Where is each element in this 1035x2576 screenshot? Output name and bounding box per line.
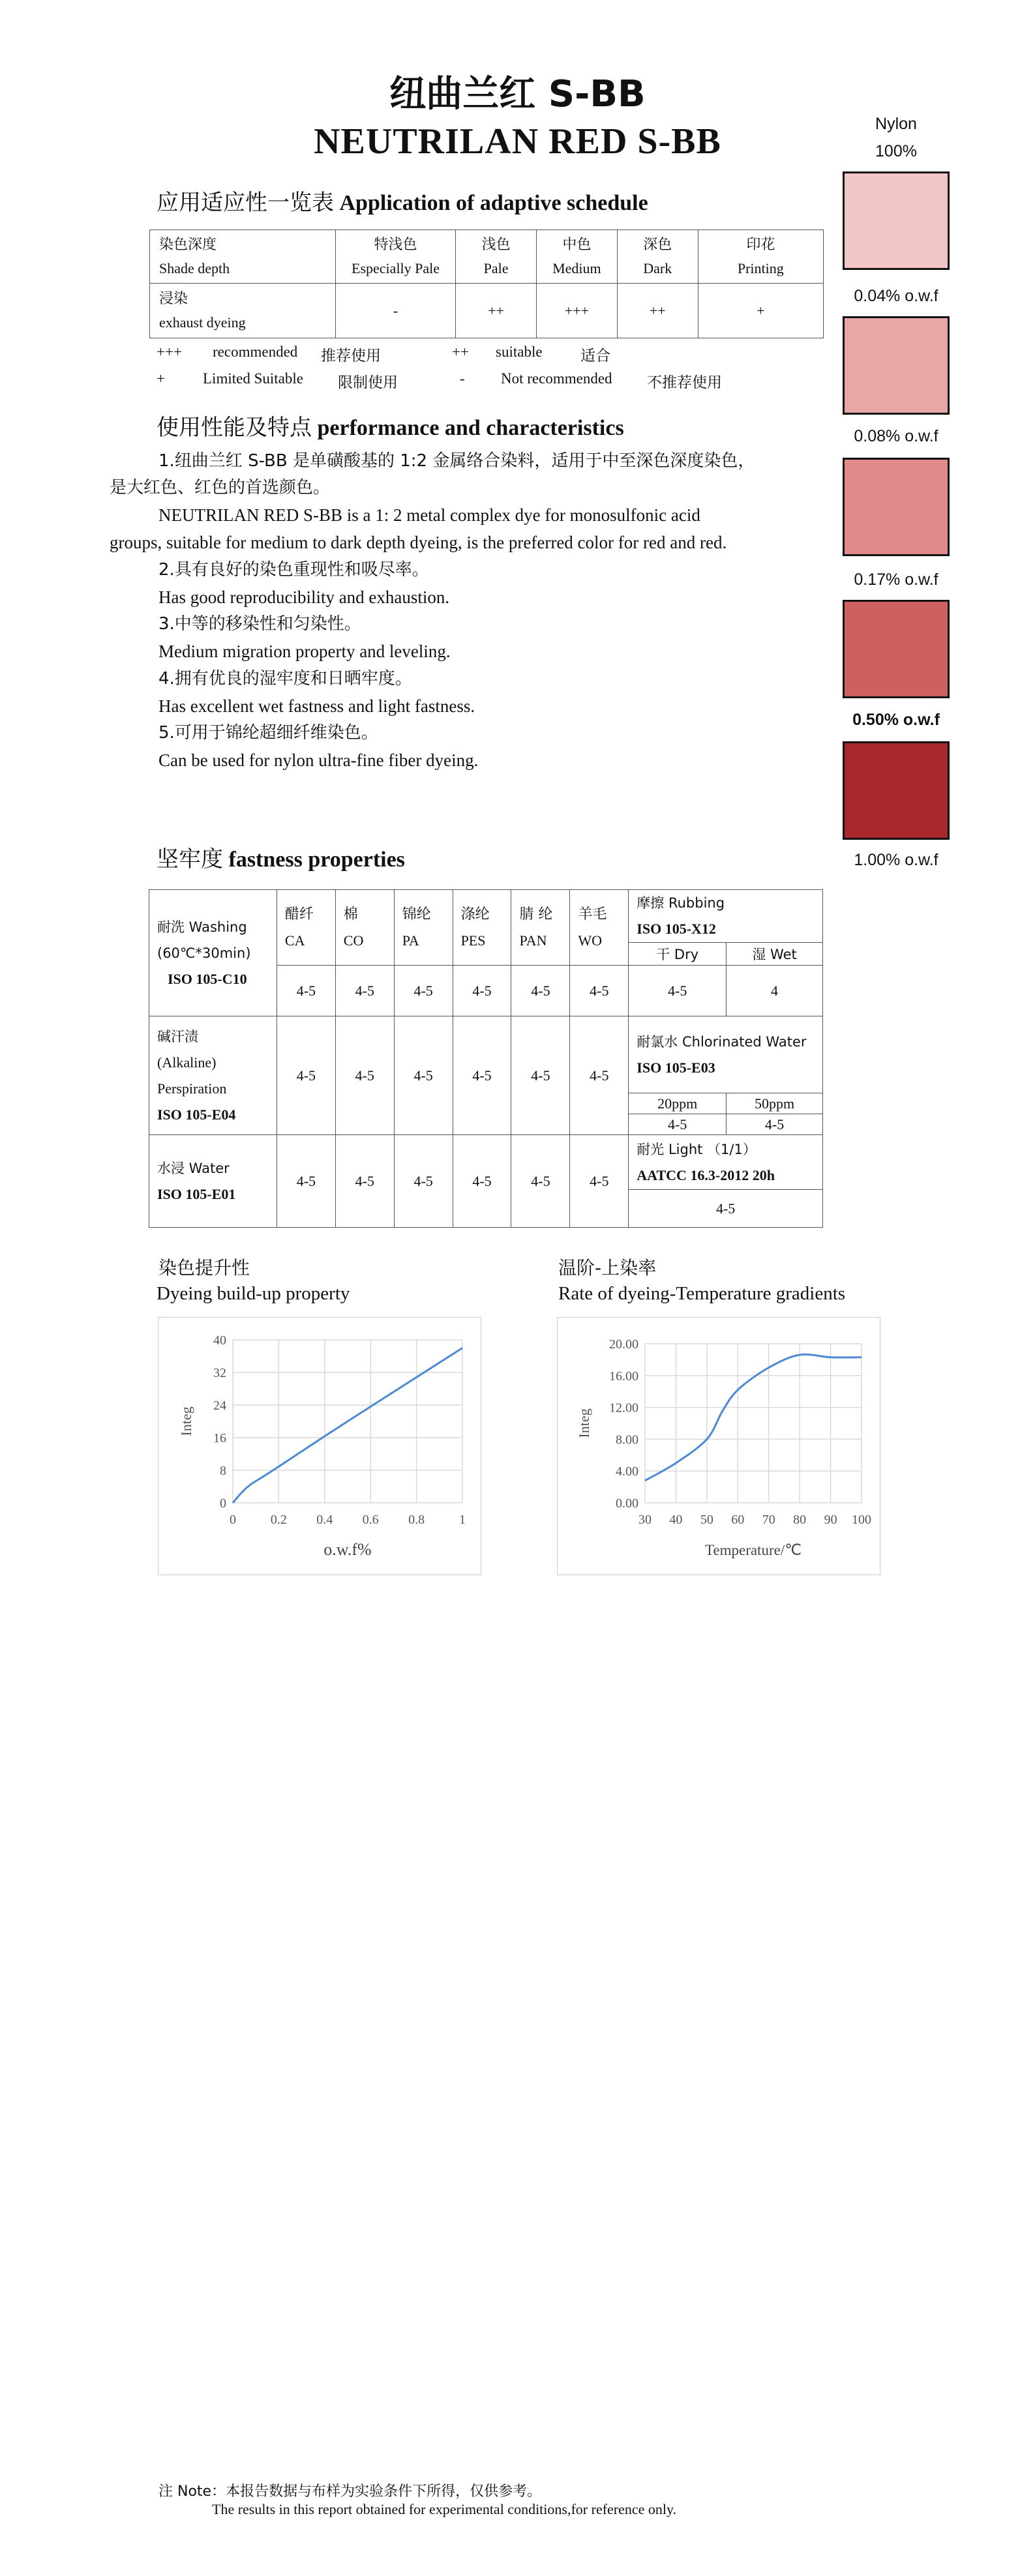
buildup-title-en: Dyeing build-up property [157, 1283, 350, 1304]
water-pes: 4-5 [453, 1135, 511, 1228]
fastness-heading-en: fastness properties [228, 848, 405, 872]
chlorinated-label: 耐氯水 Chlorinated Water ISO 105-E03 [629, 1016, 823, 1093]
water-wo: 4-5 [570, 1135, 629, 1228]
chlorinated-50ppm-label: 50ppm [727, 1093, 823, 1114]
p4-en: Has excellent wet fastness and light fastness. [158, 696, 475, 716]
exhaust-dyeing-label: 浸染 exhaust dyeing [150, 284, 336, 338]
x-axis-title: Temperature/℃ [704, 1542, 802, 1558]
rubbing-wet-value: 4 [727, 966, 823, 1016]
fastness-heading-cn: 坚牢度 [157, 846, 223, 872]
p3-cn: 3.中等的移染性和匀染性。 [158, 614, 361, 634]
swatch-label-0-08: 0.08% o.w.f [854, 427, 938, 445]
x-tick-label: 0.4 [316, 1513, 333, 1527]
swatch-header-percent: 100% [875, 142, 917, 160]
perspiration-pa: 4-5 [394, 1016, 453, 1135]
value-dark: ++ [617, 284, 698, 338]
washing-pan: 4-5 [511, 966, 570, 1016]
chlorinated-20ppm-label: 20ppm [629, 1093, 727, 1114]
y-tick-label: 0 [220, 1496, 226, 1511]
footnote-cn: 注 Note：本报告数据与布样为实验条件下所得，仅供参考。 [158, 2483, 542, 2500]
fiber-wo: 羊毛 WO [570, 890, 629, 966]
water-pan: 4-5 [511, 1135, 570, 1228]
y-tick-label: 24 [213, 1399, 226, 1413]
exhaust-dyeing-row [150, 284, 824, 338]
swatch-0-04 [843, 171, 950, 270]
water-label: 水浸 Water ISO 105-E01 [149, 1135, 277, 1228]
especially-pale-cell: 特浅色 Especially Pale [335, 230, 455, 284]
value-printing: + [698, 284, 823, 338]
series-line [233, 1348, 462, 1503]
y-axis-title: Integ [576, 1408, 592, 1438]
rubbing-dry-value: 4-5 [629, 966, 727, 1016]
x-tick-label: 0.6 [362, 1513, 379, 1527]
value-medium: +++ [536, 284, 617, 338]
p2-en: Has good reproducibility and exhaustion. [158, 587, 450, 607]
chlorinated-50ppm-value: 4-5 [727, 1114, 823, 1135]
x-tick-label: 30 [638, 1513, 652, 1527]
application-heading-cn: 应用适应性一览表 [157, 190, 334, 216]
rubbing-dry-label: 干 Dry [629, 943, 727, 966]
fiber-pes: 涤纶 PES [453, 890, 511, 966]
application-table [149, 229, 824, 338]
perspiration-pes: 4-5 [453, 1016, 511, 1135]
washing-label: 耐洗 Washing (60℃*30min) ISO 105-C10 [149, 890, 277, 1016]
y-tick-label: 4.00 [616, 1464, 638, 1479]
swatch-header-nylon: Nylon [875, 115, 917, 133]
performance-heading [157, 409, 624, 441]
y-tick-label: 32 [213, 1366, 226, 1380]
x-tick-label: 60 [731, 1513, 745, 1527]
p1-cn-line-1: 1.纽曲兰红 S-BB 是单磺酸基的 1:2 金属络合染料，适用于中至深色深度染色， [158, 451, 755, 471]
swatch-0-50 [843, 600, 950, 698]
printing-cell: 印花 Printing [698, 230, 823, 284]
chlorinated-20ppm-value: 4-5 [629, 1114, 727, 1135]
perspiration-co: 4-5 [335, 1016, 394, 1135]
dark-cell: 深色 Dark [617, 230, 698, 284]
performance-heading-cn: 使用性能及特点 [157, 415, 312, 441]
legend-line-2: + Limited Suitable 限制使用 - Not recommended 不推荐使用 [157, 370, 722, 391]
fastness-table [149, 889, 823, 1228]
title-chinese: 纽曲兰红 S-BB [389, 73, 646, 115]
performance-heading-en: performance and characteristics [317, 416, 624, 440]
p4-cn: 4.拥有优良的湿牢度和日晒牢度。 [158, 669, 412, 688]
y-tick-label: 8 [220, 1464, 226, 1478]
pale-cell: 浅色 Pale [456, 230, 537, 284]
washing-pes: 4-5 [453, 966, 511, 1016]
water-ca: 4-5 [277, 1135, 335, 1228]
x-tick-label: 0 [230, 1513, 236, 1527]
y-tick-label: 12.00 [609, 1400, 638, 1415]
swatch-label-0-50: 0.50% o.w.f [852, 711, 940, 729]
y-tick-label: 40 [213, 1333, 226, 1348]
y-tick-label: 16.00 [609, 1369, 638, 1384]
washing-co: 4-5 [335, 966, 394, 1016]
buildup-chart-svg [158, 1318, 481, 1575]
swatch-label-0-04: 0.04% o.w.f [854, 287, 938, 305]
y-tick-label: 16 [213, 1431, 226, 1445]
swatch-0-17 [843, 458, 950, 556]
swatch-1-00 [843, 741, 950, 840]
p1-en-line-2: groups, suitable for medium to dark depth dyeing, is the preferred color for red and red. [110, 533, 727, 552]
buildup-title-cn: 染色提升性 [158, 1257, 250, 1279]
light-value: 4-5 [629, 1190, 823, 1228]
perspiration-wo: 4-5 [570, 1016, 629, 1135]
x-tick-label: 90 [824, 1513, 837, 1527]
washing-pa: 4-5 [394, 966, 453, 1016]
swatch-label-1-00: 1.00% o.w.f [854, 851, 938, 869]
x-tick-label: 70 [762, 1513, 775, 1527]
application-heading-en: Application of adaptive schedule [339, 191, 648, 215]
x-axis-title: o.w.f% [323, 1540, 372, 1559]
y-tick-label: 20.00 [609, 1337, 638, 1352]
perspiration-label: 碱汗渍 (Alkaline) Perspiration ISO 105-E04 [149, 1016, 277, 1135]
title-english: NEUTRILAN RED S-BB [314, 121, 721, 162]
value-especially-pale: - [335, 284, 455, 338]
washing-wo: 4-5 [570, 966, 629, 1016]
p2-cn: 2.具有良好的染色重现性和吸尽率。 [158, 560, 429, 580]
x-tick-label: 0.2 [270, 1513, 287, 1527]
x-tick-label: 0.8 [408, 1513, 425, 1527]
footnote-en: The results in this report obtained for experimental conditions,for reference only. [212, 2501, 677, 2517]
rate-title-cn: 温阶-上染率 [558, 1257, 657, 1279]
rate-chart-svg [558, 1318, 880, 1575]
series-line [645, 1354, 862, 1480]
x-tick-label: 40 [669, 1513, 683, 1527]
rate-chart [557, 1317, 880, 1575]
legend-line-1: +++ recommended 推荐使用 ++ suitable 适合 [157, 344, 610, 364]
washing-ca: 4-5 [277, 966, 335, 1016]
swatch-0-08 [843, 316, 950, 415]
application-header-row [150, 230, 824, 284]
p1-en-line-1: NEUTRILAN RED S-BB is a 1: 2 metal complex dye for monosulfonic acid [158, 505, 700, 525]
perspiration-ca: 4-5 [277, 1016, 335, 1135]
fiber-co: 棉 CO [335, 890, 394, 966]
perspiration-pan: 4-5 [511, 1016, 570, 1135]
light-label: 耐光 Light （1/1） AATCC 16.3-2012 20h [629, 1135, 823, 1190]
swatch-label-0-17: 0.17% o.w.f [854, 570, 938, 589]
shade-depth-cell: 染色深度 Shade depth [150, 230, 336, 284]
rubbing-wet-label: 湿 Wet [727, 943, 823, 966]
p3-en: Medium migration property and leveling. [158, 642, 451, 661]
p1-cn-line-2: 是大红色、红色的首选颜色。 [110, 478, 331, 497]
application-heading [157, 185, 648, 216]
fiber-ca: 醋纤 CA [277, 890, 335, 966]
rubbing-label: 摩擦 Rubbing ISO 105-X12 [629, 890, 823, 943]
x-tick-label: 50 [700, 1513, 713, 1527]
p5-en: Can be used for nylon ultra-fine fiber dyeing. [158, 750, 479, 770]
fastness-heading [157, 841, 405, 873]
buildup-chart [158, 1317, 481, 1575]
rate-title-en: Rate of dyeing-Temperature gradients [558, 1283, 846, 1304]
x-tick-label: 1 [459, 1513, 466, 1527]
y-tick-label: 8.00 [616, 1432, 638, 1447]
fiber-pa: 锦纶 PA [394, 890, 453, 966]
water-co: 4-5 [335, 1135, 394, 1228]
y-axis-title: Integ [178, 1406, 194, 1436]
water-pa: 4-5 [394, 1135, 453, 1228]
x-tick-label: 100 [852, 1513, 871, 1527]
p5-cn: 5.可用于锦纶超细纤维染色。 [158, 723, 378, 743]
fiber-pan: 腈 纶 PAN [511, 890, 570, 966]
y-tick-label: 0.00 [616, 1496, 638, 1511]
value-pale: ++ [456, 284, 537, 338]
x-tick-label: 80 [793, 1513, 807, 1527]
medium-cell: 中色 Medium [536, 230, 617, 284]
